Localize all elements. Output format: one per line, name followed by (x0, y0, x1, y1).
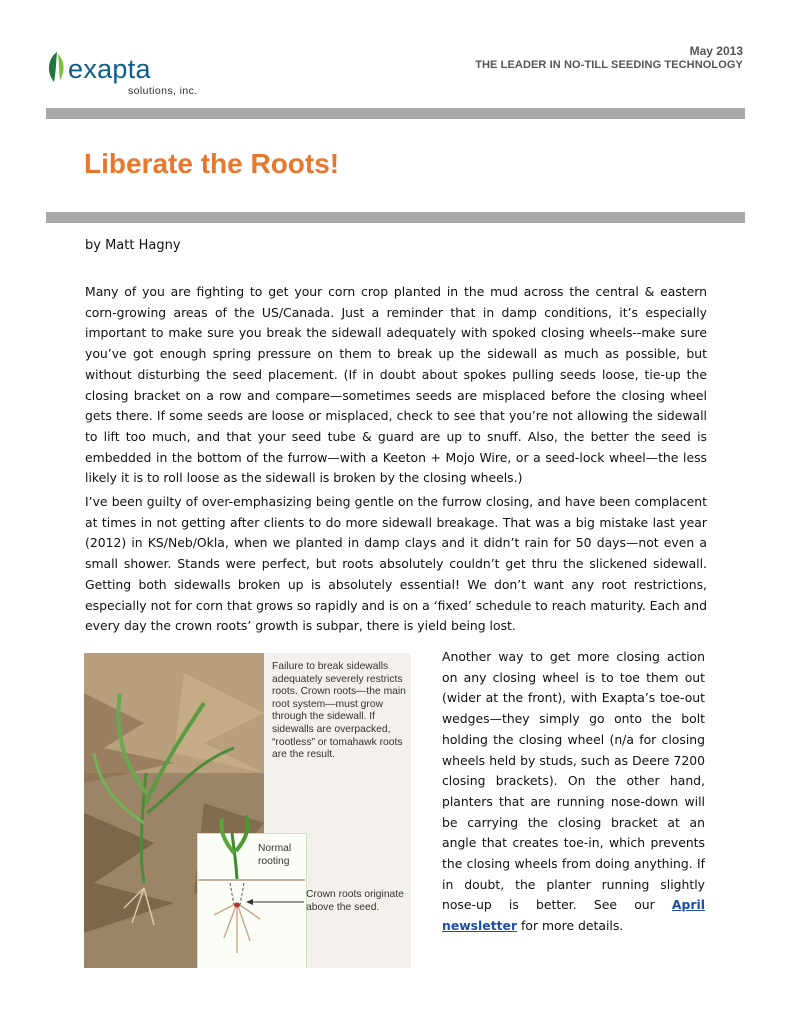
figure-caption: Failure to break sidewalls adequately severely restricts roots. Crown roots—the main root system—must grow through the sidewall. If sidewalls are overpacked, “rootless” or tomahawk roots are the result. (272, 661, 406, 761)
april-newsletter-link[interactable]: April newsletter (442, 897, 705, 934)
logo-wordmark: exapta (68, 54, 151, 84)
logo-subtitle: solutions, inc. (128, 85, 198, 97)
sidebar-text: Another way to get more closing action on any closing wheel is to toe them out (wider at the front), with Exapta’s toe-out wedges—they simply go onto the bolt holding the closing wheel (n/a for closing wheels held by studs, such as Deere 7200 closing brackets). On the other hand, planters that are running nose-down will be carrying the closing bracket at an angle that creates toe-in, which prevents the closing wheels from doing anything. If in doubt, the planter running slightly nose-up is better. See our (442, 649, 705, 913)
paragraph-1: Many of you are fighting to get your corn crop planted in the mud across the central & eastern corn-growing areas of the US/Canada. Just a reminder that in damp conditions, it’s especially important to make sure you break the sidewall adequately with spoked closing wheels--make sure you’ve got enough spring pressure on them to break up the sidewall as much as possible, but without disturbing the seed placement. (If in doubt about spokes pulling seeds loose, tie-up the closing bracket on a row and compare—sometimes seeds are misplaced before the closing wheel gets there. If some seeds are loose or misplaced, check to see that you’re not allowing the sidewall to lift too much, and that your seed tube & guard are up to snuff. Also, the better the seed is embedded in the bottom of the furrow—with a Keeton + Mojo Wire, or a seed-lock wheel—the less likely it is to roll loose as the sidewall is broken by the closing wheels.) (85, 284, 707, 486)
exapta-logo (44, 44, 204, 100)
root-figure (84, 653, 411, 968)
normal-rooting-diagram (84, 653, 411, 968)
crown-roots-label: Crown roots originate above the seed. (306, 889, 404, 913)
top-divider (46, 108, 745, 119)
leaf-logo-icon (44, 50, 70, 84)
page-title: Liberate the Roots! (84, 148, 340, 179)
sidebar-tail: for more details. (517, 918, 624, 934)
normal-rooting-label: Normal rooting (258, 843, 292, 867)
byline: by Matt Hagny (85, 238, 181, 253)
tagline: THE LEADER IN NO-TILL SEEDING TECHNOLOGY (475, 59, 743, 71)
issue-date: May 2013 (689, 44, 743, 58)
paragraph-2: I’ve been guilty of over-emphasizing being gentle on the furrow closing, and have been complacent at times in not getting after clients to do more sidewall breakage. That was a big mistake last year (2012) in KS/Neb/Okla, when we planted in damp clays and it didn’t rain for 50 days—not even a small shower. Stands were perfect, but roots absolutely couldn’t get thru the slickened sidewall. Getting both sidewalls broken up is absolutely essential! We don’t want any root restrictions, especially not for corn that grows so rapidly and is on a ‘fixed’ schedule to reach maturity. Each and every day the crown roots’ growth is subpar, there is yield being lost. (85, 494, 707, 634)
sidebar-paragraph (442, 647, 705, 937)
title-divider (46, 212, 745, 223)
